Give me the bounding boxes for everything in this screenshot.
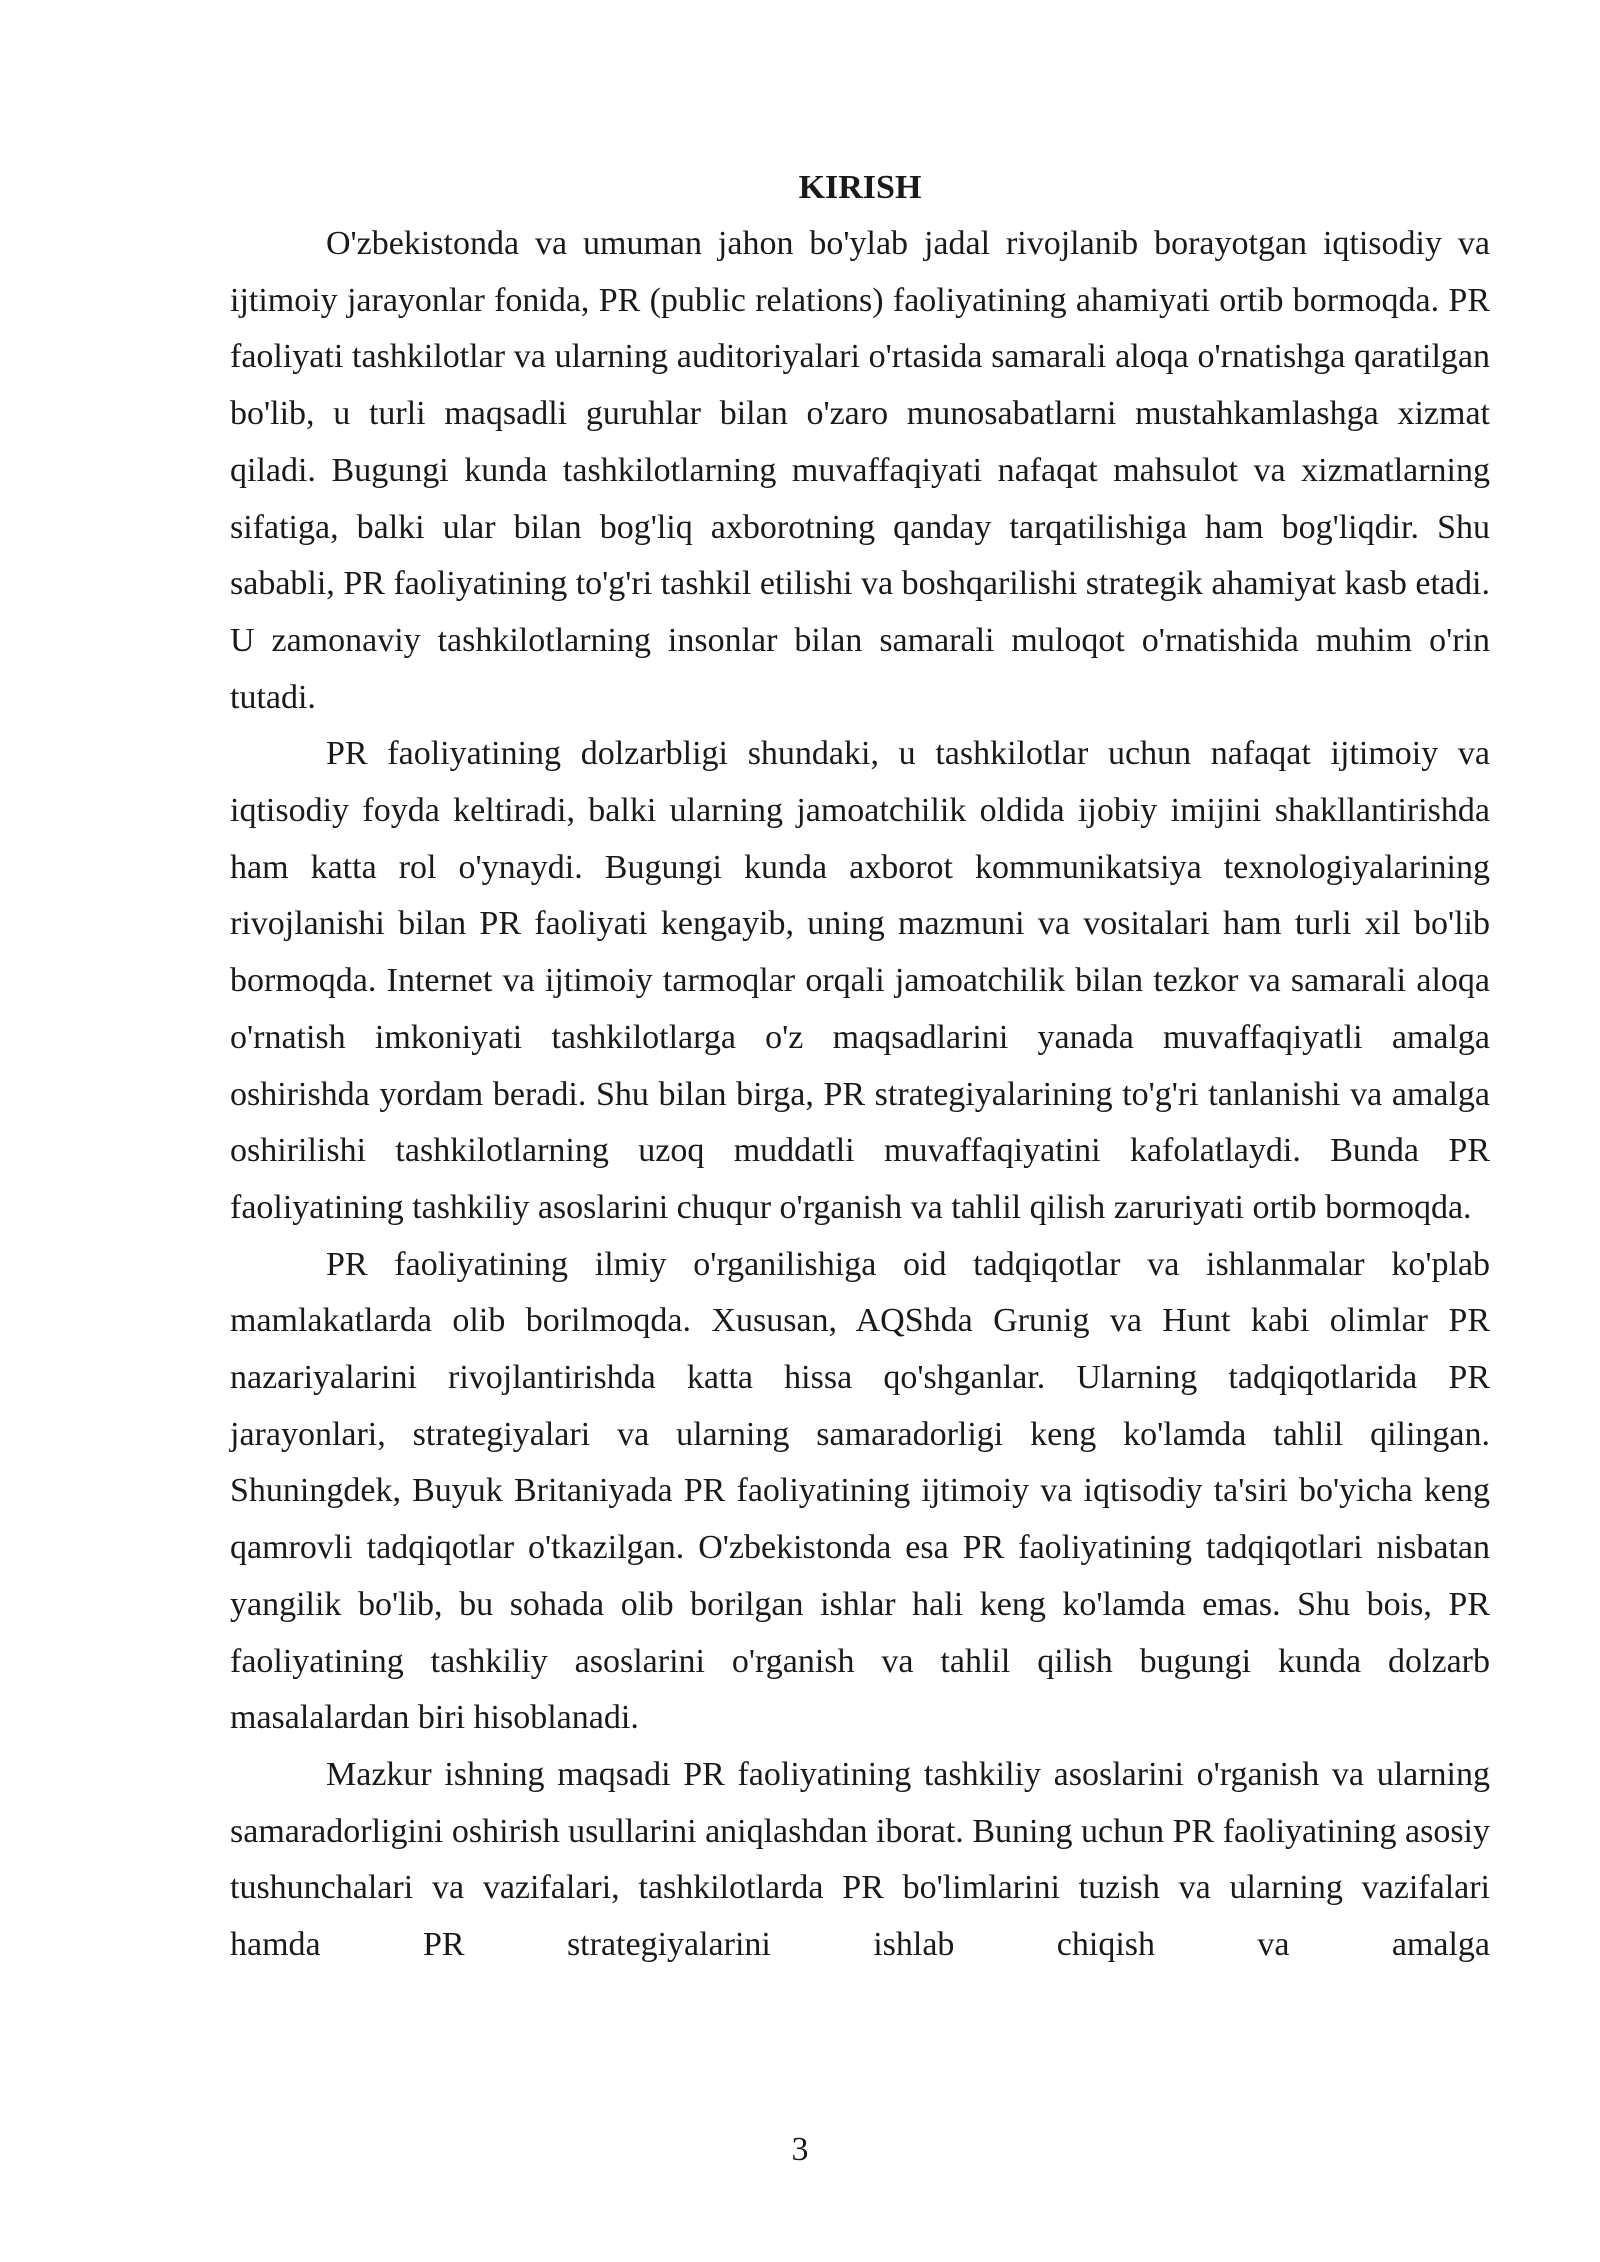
paragraph-3: PR faoliyatining ilmiy o'rganilishiga oid tadqiqotlar va ishlanmalar ko'plab mamlakatlarda olib borilmoqda. Xususan, AQShda Grunig va Hunt kabi olimlar PR nazariyalarini rivojlantirishda katta hissa qo'shganlar. Ularning tadqiqotlarida PR jarayonlari, strategiyalari va ularning samaradorligi keng ko'lamda tahlil qilingan. Shuningdek, Buyuk Britaniyada PR faoliyatining ijtimoiy va iqtisodiy ta'siri bo'yicha keng qamrovli tadqiqotlar o'tkazilgan. O'zbekistonda esa PR faoliyatining tadqiqotlari nisbatan yangilik bo'lib, bu sohada olib borilgan ishlar hali keng ko'lamda emas. Shu bois, PR faoliyatining tashkiliy asoslarini o'rganish va tahlil qilish bugungi kunda dolzarb masalalardan biri hisoblanadi. bbox=[230, 1245, 1490, 1737]
page-number: 3 bbox=[791, 2131, 809, 2168]
paragraph-1: O'zbekistonda va umuman jahon bo'ylab jadal rivojlanib borayotgan iqtisodiy va ijtimoiy jarayonlar fonida, PR (public relations) faoliyatining ahamiyati ortib bormoqda. PR faoliyati tashkilotlar va ularning auditoriyalari o'rtasida samarali aloqa o'rnatishga qaratilgan bo'lib, u turli maqsadli guruhlar bilan o'zaro munosabatlarni mustahkamlashga xizmat qiladi. Bugungi kunda tashkilotlarning muvaffaqiyati nafaqat mahsulot va xizmatlarning sifatiga, balki ular bilan bog'liq axborotning qanday tarqatilishiga ham bog'liqdir. Shu sababli, PR faoliyatining to'g'ri tashkil etilishi va boshqarilishi strategik ahamiyat kasb etadi. U zamonaviy tashkilotlarning insonlar bilan samarali muloqot o'rnatishida muhim o'rin tutadi. bbox=[230, 225, 1490, 716]
document-page bbox=[230, 160, 1490, 1974]
paragraph-2: PR faoliyatining dolzarbligi shundaki, u tashkilotlar uchun nafaqat ijtimoiy va iqtisodiy foyda keltiradi, balki ularning jamoatchilik oldida ijobiy imijini shakllantirishda ham katta rol o'ynaydi. Bugungi kunda axborot kommunikatsiya texnologiyalarining rivojlanishi bilan PR faoliyati kengayib, uning mazmuni va vositalari ham turli xil bo'lib bormoqda. Internet va ijtimoiy tarmoqlar orqali jamoatchilik bilan tezkor va samarali aloqa o'rnatish imkoniyati tashkilotlarga o'z maqsadlarini yanada muvaffaqiyatli amalga oshirishda yordam beradi. Shu bilan birga, PR strategiyalarining to'g'ri tanlanishi va amalga oshirilishi tashkilotlarning uzoq muddatli muvaffaqiyatini kafolatlaydi. Bunda PR faoliyatining tashkiliy asoslarini chuqur o'rganish va tahlil qilish zaruriyati ortib bormoqda. bbox=[230, 735, 1490, 1226]
section-title: KIRISH bbox=[798, 169, 922, 206]
paragraph-4: Mazkur ishning maqsadi PR faoliyatining tashkiliy asoslarini o'rganish va ularning samaradorligini oshirish usullarini aniqlashdan iborat. Buning uchun PR faoliyatining asosiy tushunchalari va vazifalari, tashkilotlarda PR bo'limlarini tuzish va ularning vazifalari hamda PR strategiyalarini ishlab chiqish va amalga bbox=[230, 1755, 1490, 1964]
